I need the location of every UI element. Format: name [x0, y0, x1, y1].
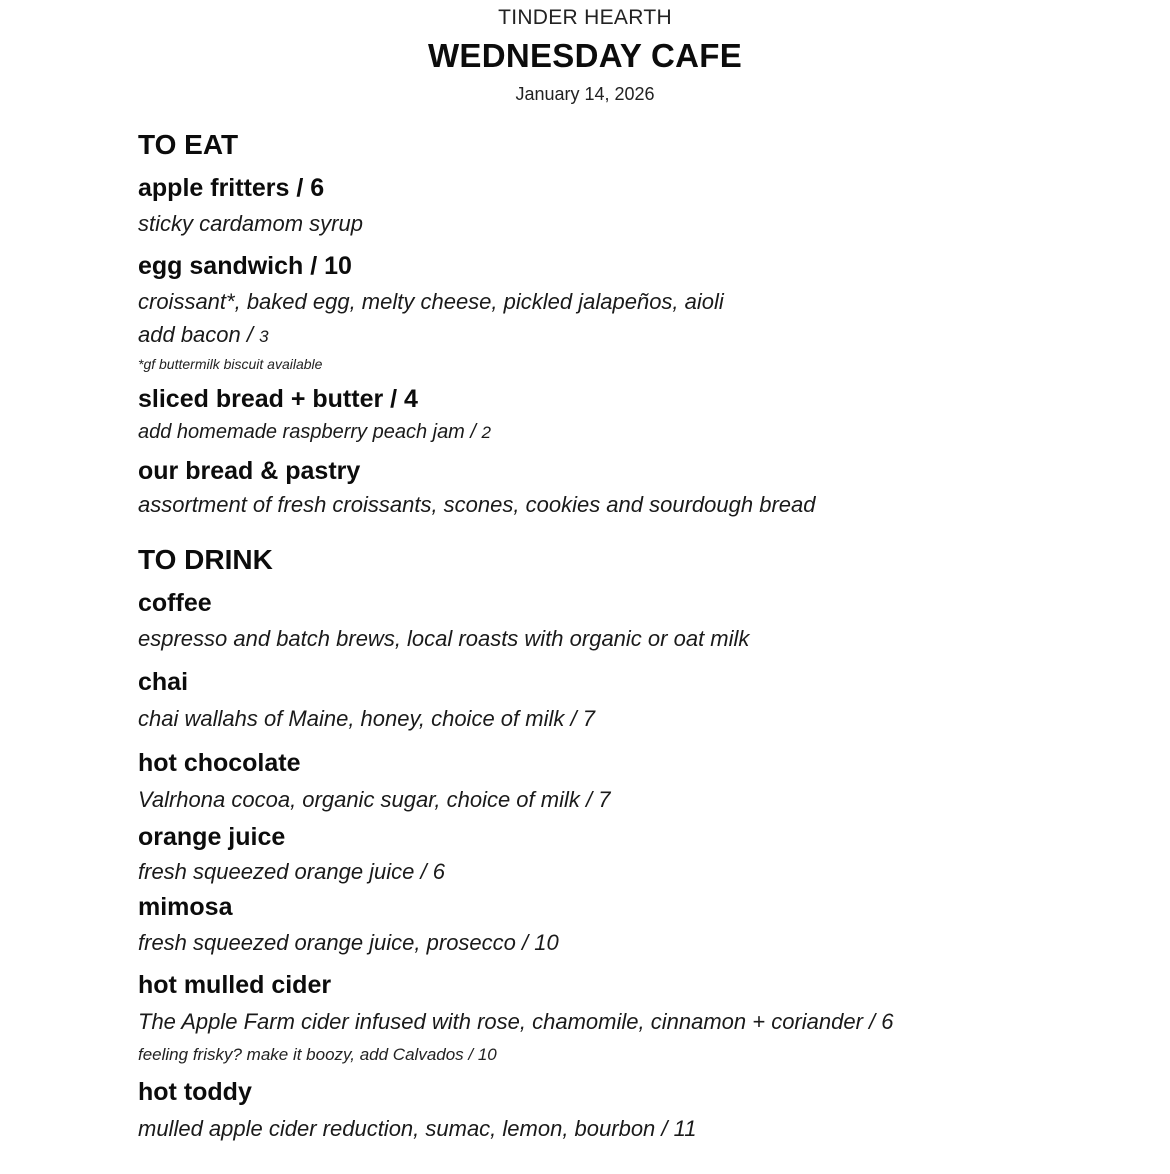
- addon-label: add bacon /: [138, 322, 260, 347]
- brand-name: TINDER HEARTH: [498, 6, 672, 29]
- item-egg-sandwich-note: *gf buttermilk biscuit available: [138, 356, 323, 372]
- section-heading-eat: TO EAT: [138, 129, 239, 160]
- item-egg-sandwich: egg sandwich / 10: [138, 252, 352, 280]
- item-coffee-desc: espresso and batch brews, local roasts with organic or oat milk: [138, 626, 750, 651]
- addon-price: 3: [259, 327, 269, 346]
- item-egg-sandwich-addon: [138, 324, 269, 346]
- item-hot-chocolate-desc: Valrhona cocoa, organic sugar, choice of milk / 7: [138, 787, 611, 812]
- item-egg-sandwich-desc: croissant*, baked egg, melty cheese, pickled jalapeños, aioli: [138, 289, 724, 314]
- item-chai: chai: [138, 668, 189, 696]
- menu-title: WEDNESDAY CAFE: [427, 37, 743, 74]
- item-hot-toddy-desc: mulled apple cider reduction, sumac, lemon, bourbon / 11: [138, 1116, 697, 1141]
- item-bread-pastry: our bread & pastry: [138, 457, 361, 485]
- item-hot-toddy: hot toddy: [138, 1078, 252, 1106]
- item-orange-juice: orange juice: [138, 823, 286, 851]
- item-mulled-cider-desc: The Apple Farm cider infused with rose, chamomile, cinnamon + coriander / 6: [138, 1009, 894, 1034]
- item-chai-desc: chai wallahs of Maine, honey, choice of milk / 7: [138, 706, 595, 731]
- item-sliced-bread: sliced bread + butter / 4: [138, 385, 418, 413]
- item-mulled-cider-note: feeling frisky? make it boozy, add Calvados / 10: [138, 1045, 497, 1064]
- addon-price: 2: [481, 423, 491, 442]
- item-hot-chocolate: hot chocolate: [138, 749, 301, 777]
- item-mulled-cider: hot mulled cider: [138, 971, 332, 999]
- addon-label: add homemade raspberry peach jam /: [138, 421, 482, 443]
- item-sliced-bread-addon: [138, 422, 491, 442]
- item-apple-fritters-desc: sticky cardamom syrup: [138, 211, 363, 236]
- item-mimosa: mimosa: [138, 893, 233, 921]
- item-apple-fritters: apple fritters / 6: [138, 174, 325, 202]
- menu-date: January 14, 2026: [515, 84, 655, 104]
- item-mimosa-desc: fresh squeezed orange juice, prosecco / 10: [138, 930, 559, 955]
- item-coffee: coffee: [138, 589, 212, 617]
- section-heading-drink: TO DRINK: [138, 544, 273, 575]
- item-orange-juice-desc: fresh squeezed orange juice / 6: [138, 859, 445, 884]
- item-bread-pastry-desc: assortment of fresh croissants, scones, cookies and sourdough bread: [138, 492, 816, 517]
